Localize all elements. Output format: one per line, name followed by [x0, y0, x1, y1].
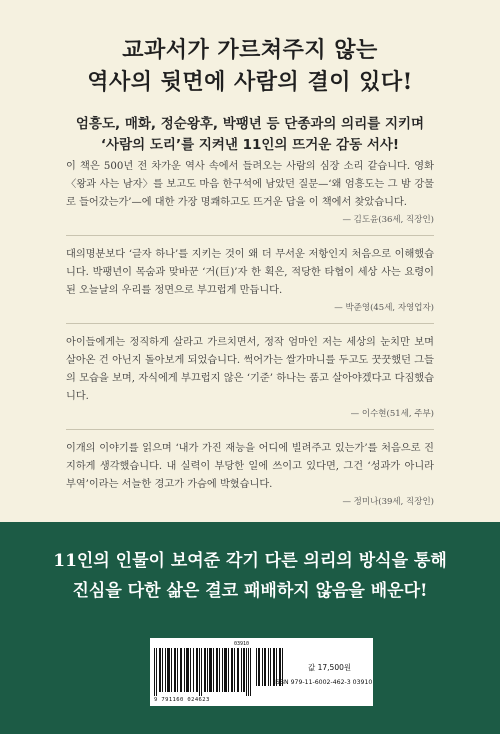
subheadline: [0, 114, 500, 156]
reader-reviews: [66, 158, 434, 527]
review-text: 대의명분보다 ‘글자 하나’를 지키는 것이 왜 더 무서운 저항인지 처음으로 이해했습니다. 박팽년이 목숨과 맞바꾼 ‘거(巨)’자 한 획은, 적당한 타협이 세상 사는 요령이 된 오늘날의 우리를 정면으로 부끄럽게 만듭니다.: [66, 249, 434, 296]
barcode-top-code: 03910: [234, 641, 250, 647]
subheadline-line-2: ‘사람의 도리’를 지켜낸 11인의 뜨거운 감동 서사!: [100, 137, 400, 153]
review-item: [66, 440, 434, 517]
review-item: [66, 158, 434, 236]
headline-line-1: 교과서가 가르쳐주지 않는: [122, 37, 378, 63]
review-text: 아이들에게는 정직하게 살라고 가르치면서, 정작 엄마인 저는 세상의 눈치만 보며 살아온 건 아닌지 돌아보게 되었습니다. 썩어가는 쌀가마니를 두고도 꿋꿋했던 그들의 모습을 보며, 자식에게 부끄럽지 않은 ‘기준’ 하나는 품고 살아야겠다고 다짐했습니다.: [66, 337, 434, 402]
barcode-box: [150, 638, 373, 706]
cover-bottom-section: [0, 522, 500, 734]
review-item: [66, 334, 434, 430]
review-author: — 정미나(39세, 직장인): [342, 497, 434, 507]
barcode-digits: 9 791160 024623: [154, 697, 210, 703]
review-author: — 김도윤(36세, 직장인): [342, 215, 434, 225]
review-text: 이 책은 500년 전 차가운 역사 속에서 들려오는 사람의 심장 소리 같습니다. 영화 〈왕과 사는 남자〉를 보고도 마음 한구석에 남았던 질문—‘왜 엄흥도는 그 밤 강물로 들어갔는가’—에 대한 가장 명쾌하고도 뜨거운 답을 이 책에서 찾았습니다.: [66, 161, 434, 208]
review-author: — 이수현(51세, 주부): [350, 409, 434, 419]
bottom-tagline-line-1: 11인의 인물이 보여준 각기 다른 의리의 방식을 통해: [53, 551, 447, 571]
isbn: ISBN 979-11-6002-462-3 03910: [274, 679, 373, 686]
headline-line-2: 역사의 뒷면에 사람의 결이 있다!: [87, 69, 413, 95]
review-item: [66, 246, 434, 324]
review-author: — 박준영(45세, 자영업자): [334, 303, 434, 313]
headline: [0, 34, 500, 98]
subheadline-line-1: 엄흥도, 매화, 정순왕후, 박팽년 등 단종과의 의리를 지키며: [75, 116, 425, 132]
bottom-tagline: [0, 546, 500, 606]
barcode-icon: [154, 648, 252, 696]
review-text: 이개의 이야기를 읽으며 ‘내가 가진 재능을 어디에 빌려주고 있는가’를 처음으로 진지하게 생각했습니다. 내 실력이 부당한 일에 쓰이고 있다면, 그건 ‘성과가 아니라 부역’이라는 서늘한 경고가 가슴에 박혔습니다.: [66, 443, 434, 490]
bottom-tagline-line-2: 진심을 다한 삶은 결코 패배하지 않음을 배운다!: [72, 581, 428, 601]
price: 값 17,500원: [308, 663, 352, 672]
